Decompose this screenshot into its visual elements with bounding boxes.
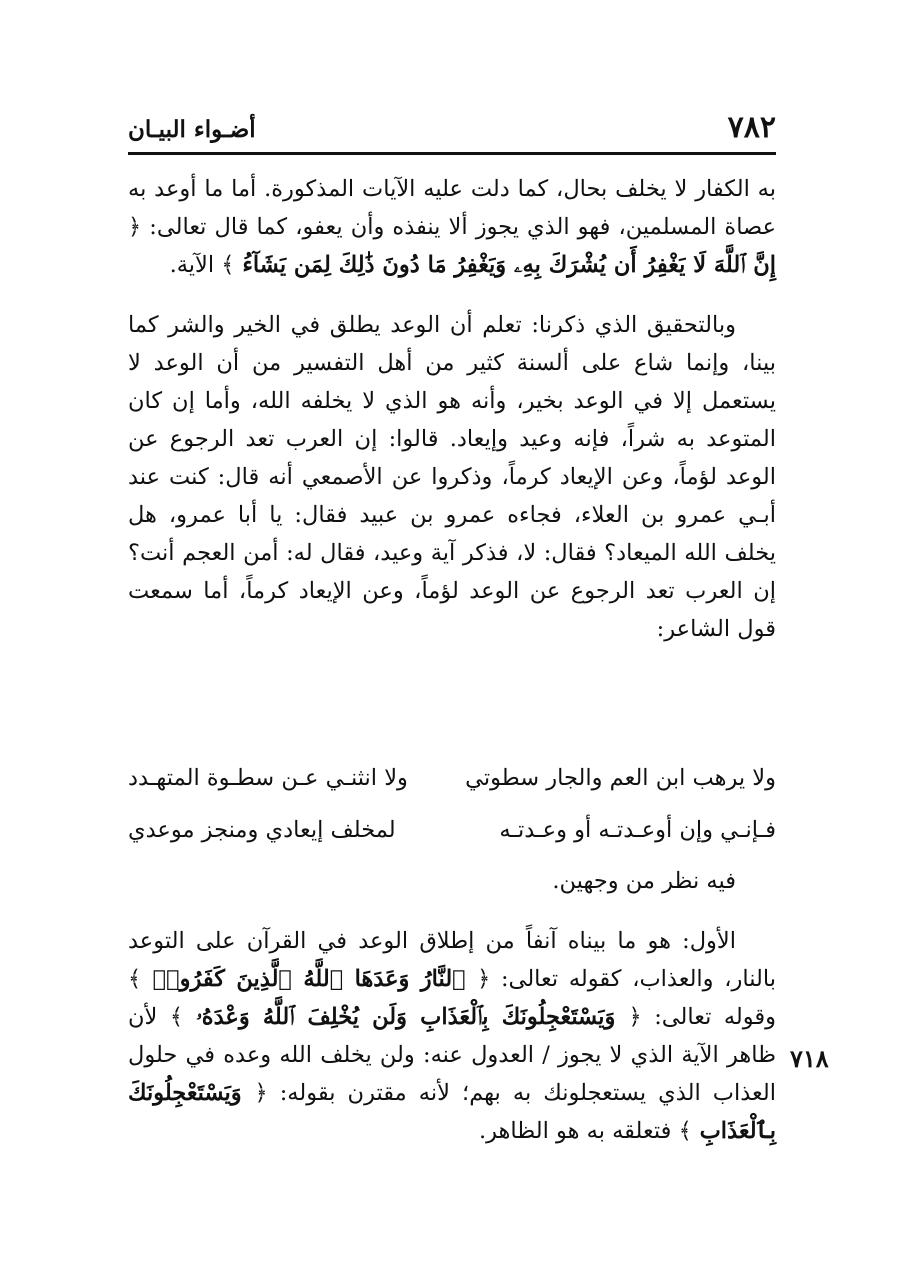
quran-bracket-open: ﴿ xyxy=(628,1004,642,1030)
running-title: أضـواء البيـان xyxy=(128,116,256,143)
text-run: فتعلقه به هو الظاهر. xyxy=(478,1118,679,1144)
quran-bracket-close: ﴾ xyxy=(128,966,142,992)
text-run: الآية. xyxy=(169,252,222,278)
paragraph-4 xyxy=(128,922,776,1150)
tail-text xyxy=(128,862,776,1150)
quran-bracket-open: ﴿ xyxy=(254,1080,268,1106)
margin-page-reference: ٧١٨ xyxy=(790,1044,829,1073)
header-divider xyxy=(128,152,776,155)
poem-hemistich-second: ولا انثنـي عـن سطـوة المتهـدد xyxy=(128,765,408,791)
main-text xyxy=(128,170,776,648)
quran-bracket-open: ﴿ xyxy=(128,214,142,240)
poem-verse-2 xyxy=(128,804,776,856)
quran-bracket-close: ﴾ xyxy=(169,1004,184,1030)
text-run: وقوله تعالى: xyxy=(641,1004,776,1030)
quran-verse xyxy=(170,1004,642,1030)
quran-bracket-close: ﴾ xyxy=(678,1118,692,1144)
quran-bracket-close: ﴾ xyxy=(221,252,235,278)
text-run: لأن ظاهر الآية الذي لا يجوز / العدول عنه: ولن يخلف الله وعده في حلول العذاب الذي يستعجلونك به بهم؛ لأنه مقترن بقوله: xyxy=(128,1004,776,1106)
poem-hemistich-first: ولا يرهب ابن العم والجار سطوتي xyxy=(465,765,776,791)
poem-hemistich-second: لمخلف إيعادي ومنجز موعدي xyxy=(128,817,396,843)
quran-verse xyxy=(128,966,490,992)
quran-verse-text: وَيَسْتَعْجِلُونَكَ بِٱلْعَذَابِ وَلَن يُخْلِفَ ٱللَّهُ وَعْدَهُۥ xyxy=(196,1004,616,1030)
quran-verse-text: وَيَسْتَعْجِلُونَكَ بِٱلْعَذَابِ xyxy=(128,1080,776,1144)
page-header xyxy=(128,110,776,152)
poem-hemistich-first: فـإنـي وإن أوعـدتـه أو وعـدتـه xyxy=(499,817,776,843)
poem xyxy=(128,752,776,856)
paragraph-2: وبالتحقيق الذي ذكرنا: تعلم أن الوعد يطلق في الخير والشر كما بينا، وإنما شاع على ألسنة كثير من أهل التفسير من أن الوعد لا يستعمل إلا في الوعد بخير، وأنه هو الذي لا يخلفه الله، وأما إن كان المتوعد به شراً، فإنه وعيد وإيعاد. قالوا: إن العرب تعد الرجوع عن الوعد لؤماً، وعن الإيعاد كرماً، وذكروا عن الأصمعي أنه قال: كنت عند أبـي عمرو بن العلاء، فجاءه عمرو بن عبيد فقال: يا أبا عمرو، هل يخلف الله الميعاد؟ فقال: لا، فذكر آية وعيد، فقال له: أمن العجم أنت؟ إن العرب تعد الرجوع عن الوعد لؤماً، وعن الإيعاد كرماً، أما سمعت قول الشاعر: xyxy=(128,312,776,642)
page-number: ٧٨٢ xyxy=(727,110,776,145)
quran-verse-text: إِنَّ ٱللَّهَ لَا يَغْفِرُ أَن يُشْرَكَ بِهِۦ وَيَغْفِرُ مَا دُونَ ذَٰلِكَ لِمَن يَشَآءُ xyxy=(242,252,776,278)
paragraph-3: فيه نظر من وجهين. xyxy=(552,868,736,894)
paragraph-1 xyxy=(128,170,776,284)
quran-bracket-open: ﴿ xyxy=(477,966,491,992)
text-run: الأول: هو ما بيناه آنفاً من إطلاق الوعد في القرآن على التوعد بالنار، والعذاب، كقوله تعالى: xyxy=(128,928,776,992)
text-run: به الكفار لا يخلف بحال، كما دلت عليه الآيات المذكورة. أما ما أوعد به عصاة المسلمين، فهو الذي يجوز ألا ينفذه وأن يعفو، كما قال تعالى: xyxy=(128,176,776,240)
quran-verse-text: ٱلنَّارُ وَعَدَهَا ٱللَّهُ ٱلَّذِينَ كَفَرُوا۟ xyxy=(152,966,466,992)
poem-verse-1 xyxy=(128,752,776,804)
